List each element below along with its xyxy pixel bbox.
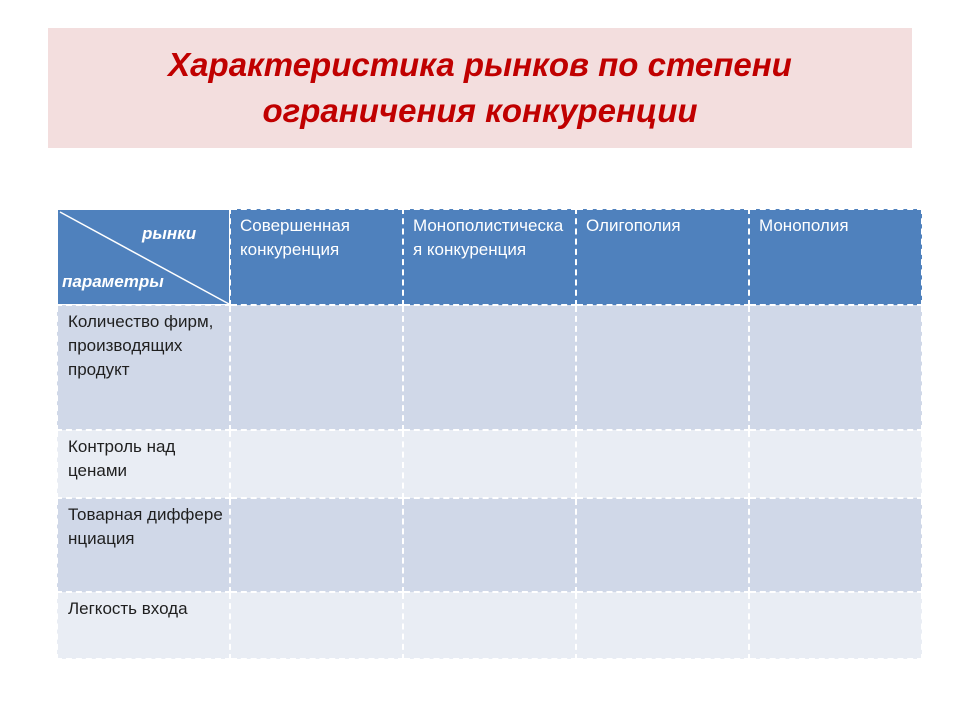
table-cell (403, 592, 576, 659)
row-label-ease-of-entry: Легкость входа (57, 592, 230, 659)
header-row (57, 209, 922, 305)
table-cell (403, 498, 576, 592)
corner-label-parameters: параметры (62, 272, 164, 291)
title-line-1: Характеристика рынков по степени (168, 46, 792, 83)
table-cell (403, 305, 576, 430)
table-cell (230, 305, 403, 430)
table-cell (576, 430, 749, 498)
row-label-number-of-firms: Количество фирм, производящих продукт (57, 305, 230, 430)
table-cell (576, 305, 749, 430)
table-cell (230, 430, 403, 498)
corner-label-markets: рынки (142, 224, 197, 243)
column-header-monopoly: Монополия (749, 209, 922, 305)
table-cell (749, 592, 922, 659)
table-cell (749, 498, 922, 592)
column-header-perfect-competition: Совершенная конкуренция (230, 209, 403, 305)
table-row (57, 498, 922, 592)
table-cell (230, 592, 403, 659)
table-cell (576, 498, 749, 592)
market-comparison-table (56, 208, 923, 660)
table-row (57, 592, 922, 659)
row-label-product-differentiation: Товарная дифференциация (57, 498, 230, 592)
table-cell (749, 305, 922, 430)
row-label-price-control: Контроль над ценами (57, 430, 230, 498)
slide-title (48, 28, 912, 148)
title-line-2: ограничения конкуренции (262, 92, 698, 129)
table-row (57, 430, 922, 498)
column-header-monopolistic-competition: Монополистическая конкуренция (403, 209, 576, 305)
column-header-oligopoly: Олигополия (576, 209, 749, 305)
table-cell (403, 430, 576, 498)
table-cell (230, 498, 403, 592)
corner-cell (57, 209, 230, 305)
table-cell (749, 430, 922, 498)
table-cell (576, 592, 749, 659)
table-row (57, 305, 922, 430)
